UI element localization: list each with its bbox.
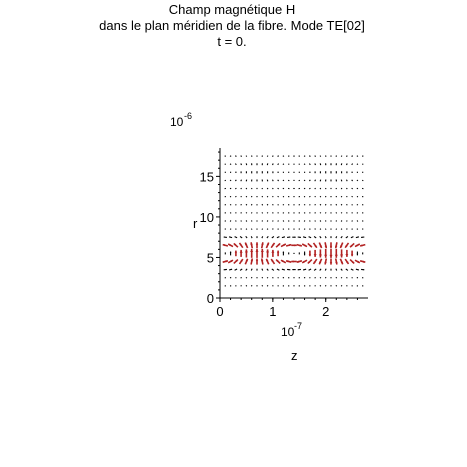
field-arrow	[325, 236, 326, 238]
ticks	[200, 152, 358, 319]
field-arrow	[272, 213, 273, 214]
field-arrow	[320, 221, 321, 222]
field-arrow	[315, 278, 316, 279]
field-arrow	[278, 156, 279, 157]
field-arrow	[251, 277, 252, 278]
field-arrow	[309, 156, 310, 157]
field-arrow	[251, 269, 252, 271]
field-arrow	[352, 164, 353, 165]
field-arrow	[262, 229, 263, 230]
field-arrow	[230, 180, 231, 181]
field-arrow	[235, 156, 236, 157]
field-arrow	[241, 221, 242, 222]
field-arrow	[304, 180, 305, 181]
field-arrow-head	[256, 242, 258, 244]
field-arrow	[315, 229, 316, 230]
field-arrow	[272, 269, 274, 271]
y-tick-label: 10	[199, 209, 214, 225]
field-arrow	[352, 188, 353, 189]
field-arrow	[341, 229, 342, 230]
field-arrow	[235, 180, 236, 181]
field-arrow	[314, 237, 316, 238]
field-arrow	[278, 188, 279, 189]
field-arrow	[336, 212, 337, 213]
field-arrow-head	[357, 254, 359, 256]
field-arrow	[309, 164, 310, 165]
field-arrow-head	[240, 250, 243, 253]
field-arrow	[267, 204, 268, 205]
field-arrow	[272, 221, 273, 222]
field-arrow	[320, 156, 321, 157]
field-arrow-head	[245, 249, 248, 252]
field-arrow	[341, 204, 342, 205]
field-arrow	[235, 196, 236, 197]
field-arrow	[341, 188, 342, 189]
y-tick-label: 5	[206, 250, 214, 266]
field-arrow-head	[250, 249, 253, 252]
field-arrow	[235, 221, 236, 222]
field-arrow	[304, 188, 305, 189]
field-arrow	[267, 236, 268, 238]
field-arrow	[272, 229, 273, 230]
title-line-2: dans le plan méridien de la fibre. Mode TE[02]	[99, 18, 365, 33]
field-arrow	[273, 180, 274, 182]
field-arrow	[362, 180, 363, 181]
field-arrow	[341, 277, 342, 278]
field-arrow	[241, 205, 242, 206]
field-arrow	[278, 164, 279, 165]
field-arrow	[246, 163, 247, 165]
field-arrow	[357, 164, 358, 165]
field-arrow-head	[330, 262, 332, 265]
field-arrow	[283, 188, 284, 189]
axes	[220, 148, 368, 298]
field-arrow	[262, 269, 263, 271]
field-arrow	[325, 269, 326, 271]
field-arrow	[283, 180, 284, 181]
field-arrow-head	[283, 252, 285, 254]
y-scale-exponent: -6	[184, 111, 193, 121]
field-arrow	[314, 269, 316, 271]
x-tick-label: 1	[269, 304, 277, 319]
field-arrow	[346, 278, 347, 279]
field-arrow	[246, 221, 247, 222]
field-arrow	[346, 221, 347, 222]
field-arrow	[246, 196, 247, 197]
field-arrow	[346, 237, 348, 238]
field-arrow	[320, 196, 321, 197]
field-arrow	[246, 156, 247, 157]
field-arrow	[320, 286, 321, 287]
field-arrow	[241, 196, 242, 197]
field-arrow	[267, 188, 268, 189]
field-arrow	[246, 180, 247, 182]
field-arrow	[230, 156, 231, 157]
field-arrow	[267, 286, 268, 287]
x-scale-base: 10	[281, 325, 295, 339]
field-arrow	[267, 180, 268, 182]
field-arrow	[315, 180, 316, 182]
field-arrow	[235, 269, 238, 270]
field-arrow	[315, 164, 316, 166]
field-arrow-head	[340, 255, 343, 258]
field-arrow	[278, 180, 279, 181]
field-arrow	[283, 156, 284, 157]
field-arrow	[278, 221, 279, 222]
x-scale-label	[281, 321, 302, 339]
field-arrow-head	[256, 259, 258, 261]
field-arrow	[262, 236, 263, 238]
field-arrow	[241, 180, 242, 182]
field-arrow	[304, 164, 305, 165]
field-arrow	[315, 205, 316, 206]
field-arrow	[341, 163, 342, 165]
field-arrow	[278, 196, 279, 197]
field-arrow	[315, 196, 316, 197]
field-arrow	[336, 269, 337, 271]
field-arrow	[351, 269, 354, 270]
field-arrow	[325, 277, 326, 278]
field-arrow	[315, 221, 316, 222]
field-arrow	[309, 269, 312, 270]
field-arrow	[262, 204, 263, 205]
field-arrow	[341, 156, 342, 157]
field-arrow	[262, 212, 263, 213]
x-tick-label: 0	[216, 304, 224, 319]
field-arrow	[341, 213, 342, 214]
field-arrow-head	[345, 254, 348, 257]
field-arrow	[241, 213, 242, 214]
field-arrow	[320, 180, 321, 182]
arrows-layer	[223, 156, 366, 287]
field-arrow	[246, 269, 247, 271]
field-arrow	[315, 213, 316, 214]
field-arrow	[251, 229, 252, 230]
field-arrow-head	[319, 255, 322, 258]
field-arrow	[320, 277, 321, 278]
field-arrow	[230, 188, 231, 189]
field-arrow	[309, 237, 312, 238]
field-arrow	[357, 180, 358, 181]
field-arrow	[267, 156, 268, 157]
field-arrow	[346, 229, 347, 230]
field-arrow-head	[330, 255, 333, 258]
field-arrow	[341, 286, 342, 287]
field-arrow	[267, 269, 268, 271]
field-arrow	[240, 237, 242, 238]
field-arrow	[346, 156, 347, 157]
y-tick-label: 0	[206, 291, 214, 306]
field-arrow	[320, 269, 321, 271]
field-arrow	[346, 196, 347, 197]
field-arrow	[347, 164, 348, 166]
field-arrow	[320, 236, 321, 238]
y-scale-label	[170, 111, 192, 129]
y-scale-base: 10	[170, 115, 184, 129]
field-arrow	[262, 277, 263, 278]
field-arrow	[352, 196, 353, 197]
y-tick-label: 15	[199, 169, 214, 185]
field-arrow	[320, 204, 321, 205]
title-line-1: Champ magnétique H	[168, 2, 296, 17]
field-arrow	[352, 180, 353, 181]
field-arrow	[336, 204, 337, 205]
field-arrow	[325, 204, 326, 205]
field-arrow	[272, 205, 273, 206]
chart-title	[99, 2, 365, 49]
field-arrow	[272, 196, 273, 197]
field-arrow	[272, 278, 273, 279]
field-arrow	[325, 285, 326, 286]
field-arrow	[241, 278, 242, 279]
field-arrow	[283, 164, 284, 165]
field-arrow	[341, 180, 342, 182]
field-arrow	[241, 164, 242, 166]
field-arrow	[251, 212, 252, 213]
field-arrow	[309, 221, 310, 222]
field-arrow	[336, 229, 337, 230]
field-arrow	[240, 269, 242, 271]
field-arrow	[309, 196, 310, 197]
field-arrow	[272, 156, 273, 157]
field-arrow	[241, 229, 242, 230]
field-arrow	[235, 237, 238, 238]
field-arrow	[277, 237, 280, 238]
field-arrow	[346, 213, 347, 214]
field-arrow	[320, 229, 321, 230]
field-arrow-head	[266, 249, 269, 252]
field-arrow	[267, 163, 268, 165]
field-arrow	[246, 229, 247, 230]
field-arrow	[320, 213, 321, 214]
field-arrow	[251, 285, 252, 286]
field-arrow	[267, 196, 268, 197]
field-arrow	[352, 156, 353, 157]
field-arrow	[246, 286, 247, 287]
field-arrow	[346, 205, 347, 206]
field-arrow	[225, 180, 226, 181]
field-arrow	[267, 221, 268, 222]
field-arrow	[346, 269, 348, 271]
title-line-3: t = 0.	[217, 34, 247, 49]
field-arrow	[251, 236, 252, 238]
field-arrow	[357, 188, 358, 189]
field-arrow	[346, 188, 347, 189]
field-arrow-head	[304, 254, 306, 256]
field-arrow	[267, 213, 268, 214]
field-arrow	[272, 237, 274, 238]
field-arrow	[351, 237, 354, 238]
field-arrow	[325, 212, 326, 213]
field-arrow	[273, 164, 274, 166]
field-arrow-head	[261, 249, 264, 252]
field-arrow	[309, 180, 310, 181]
field-arrow	[288, 180, 289, 181]
field-arrow	[246, 204, 247, 205]
field-arrow	[315, 156, 316, 157]
y-axis-label: r	[193, 216, 198, 231]
field-arrow	[246, 213, 247, 214]
field-arrow	[246, 236, 247, 238]
field-arrow	[299, 180, 300, 181]
field-arrow	[336, 236, 337, 238]
field-arrow	[277, 269, 280, 270]
field-arrow	[304, 156, 305, 157]
x-tick-label: 2	[322, 304, 330, 319]
field-arrow	[357, 156, 358, 157]
field-arrow	[352, 221, 353, 222]
field-arrow-head	[256, 249, 259, 252]
field-arrow	[320, 163, 321, 165]
field-arrow	[251, 204, 252, 205]
field-arrow-head	[314, 254, 317, 257]
field-arrow	[347, 180, 348, 182]
field-arrow	[320, 188, 321, 189]
field-arrow	[336, 277, 337, 278]
field-arrow	[325, 229, 326, 230]
field-arrow	[262, 285, 263, 286]
field-arrow	[267, 229, 268, 230]
field-arrow-head	[335, 255, 338, 258]
field-arrow-head	[324, 255, 327, 258]
field-arrow	[235, 164, 236, 165]
field-arrow	[246, 277, 247, 278]
field-arrow-head	[330, 246, 332, 248]
field-arrow	[315, 188, 316, 189]
x-scale-exponent: -7	[294, 321, 303, 331]
field-arrow	[246, 188, 247, 189]
field-arrow	[341, 236, 342, 238]
field-arrow	[241, 156, 242, 157]
field-arrow	[341, 221, 342, 222]
field-arrow	[341, 269, 342, 271]
field-arrow	[309, 188, 310, 189]
field-arrow	[235, 188, 236, 189]
field-arrow	[230, 164, 231, 165]
field-arrow	[267, 277, 268, 278]
field-arrow	[336, 285, 337, 286]
field-arrow	[241, 188, 242, 189]
x-axis-label: z	[291, 348, 298, 363]
field-arrow-head	[271, 250, 274, 253]
field-arrow-head	[230, 252, 232, 254]
field-arrow	[272, 188, 273, 189]
field-arrow	[341, 196, 342, 197]
